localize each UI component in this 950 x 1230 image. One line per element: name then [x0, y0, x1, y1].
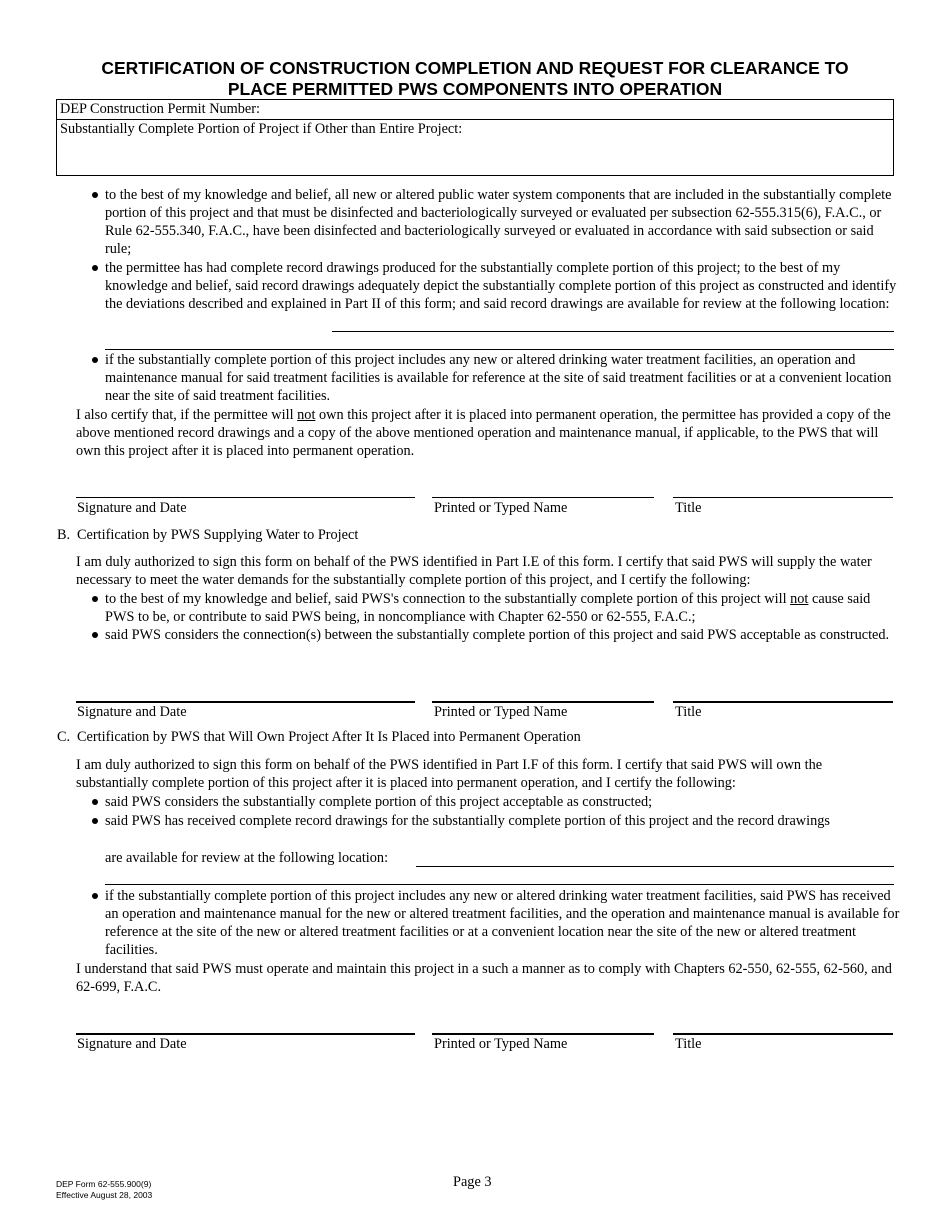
c-bullet-3: if the substantially complete portion of this project includes any new or altered drinking water treatment facilities, said PWS has received an operation and maintenance manual for the new or altered treatment facilities, and the operation and maintenance manual is available for reference at the site of the new or altered treatment facilities or at a convenient location near the site of the new or altered treatment facilities. — [105, 888, 900, 958]
a-title-line[interactable] — [673, 497, 893, 498]
a-title-label: Title — [675, 500, 702, 516]
b-title-label: Title — [675, 704, 702, 720]
b-bullet-1-not: not — [790, 591, 809, 607]
c-title-label: Title — [675, 1036, 702, 1052]
c-closing-paragraph: I understand that said PWS must operate and maintain this project in a such a manner as to comply with Chapters 62-550, 62-555, 62-560, and 62-699, F.A.C. — [76, 961, 892, 995]
bullet-dot — [92, 357, 98, 363]
a-certify-post: own this project after it is placed into permanent operation, the permittee has provided a copy of the above mentioned record drawings and a copy of the above mentioned operation and maintenance manual, if applicable, to the PWS that will own this project after it is placed into permanent operation. — [76, 407, 891, 459]
section-c-heading: Certification by PWS that Will Own Project After It Is Placed into Permanent Operation — [77, 729, 581, 745]
a-certify-not: not — [297, 407, 316, 423]
c-name-label: Printed or Typed Name — [434, 1036, 568, 1052]
permit-number-box[interactable] — [56, 99, 894, 120]
b-name-label: Printed or Typed Name — [434, 704, 568, 720]
a-bullet-1: to the best of my knowledge and belief, all new or altered public water system components that are included in the substantially complete portion of this project and that must be disinfected and bacteriologically surveyed or evaluated per subsection 62-555.315(6), F.A.C., or Rule 62-555.340, F.A.C., have been disinfected and bacteriologically surveyed or evaluated in accordance with said subsection or said rule; — [105, 187, 892, 257]
a-bullet-3: if the substantially complete portion of this project includes any new or altered drinking water treatment facilities, an operation and maintenance manual for said treatment facilities is available for reference at the site of said treatment facilities or at a convenient location near the site of said treatment facilities. — [105, 352, 892, 404]
footer-effective-date: Effective August 28, 2003 — [56, 1190, 153, 1200]
c-bullet-2: said PWS has received complete record drawings for the substantially complete portion of this project and the record drawings — [105, 813, 830, 829]
a-name-line[interactable] — [432, 497, 654, 498]
a-name-label: Printed or Typed Name — [434, 500, 568, 516]
bullet-dot — [92, 265, 98, 271]
a-signature-label: Signature and Date — [77, 500, 187, 516]
bullet-dot — [92, 596, 98, 602]
a-signature-line[interactable] — [76, 497, 415, 498]
c-location-line-1[interactable] — [416, 866, 894, 867]
c-signature-label: Signature and Date — [77, 1036, 187, 1052]
bullet-dot — [92, 799, 98, 805]
c-location-line-2[interactable] — [105, 884, 894, 885]
location-line-2[interactable] — [105, 349, 894, 350]
footer-form-number: DEP Form 62-555.900(9) — [56, 1179, 152, 1189]
bullet-dot — [92, 632, 98, 638]
form-title-line-1: CERTIFICATION OF CONSTRUCTION COMPLETION AND REQUEST FOR CLEARANCE TO — [101, 58, 849, 78]
footer-page-number: Page 3 — [453, 1174, 492, 1190]
a-bullet-2: the permittee has had complete record drawings produced for the substantially complete portion of this project; to the best of my knowledge and belief, said record drawings adequately depict the substantially complete portion of this project as constructed and identify the deviations described and explained in Part II of this form; and said record drawings are available for review at the following location: — [105, 260, 897, 312]
b-bullet-1-pre: to the best of my knowledge and belief, said PWS's connection to the substantially complete portion of this project will — [105, 591, 791, 607]
a-certify-paragraph — [76, 406, 896, 460]
section-b-intro: I am duly authorized to sign this form on behalf of the PWS identified in Part I.E of this form. I certify that said PWS will supply the water necessary to meet the water demands for the substantially complete portion of this project, and I certify the following: — [76, 554, 872, 588]
section-b-letter: B. — [57, 527, 71, 543]
section-b-heading: Certification by PWS Supplying Water to Project — [77, 527, 359, 543]
permit-number-label: DEP Construction Permit Number: — [60, 101, 261, 117]
portion-label: Substantially Complete Portion of Project if Other than Entire Project: — [60, 121, 463, 137]
a-certify-pre: I also certify that, if the permittee will — [76, 407, 298, 423]
location-line-1[interactable] — [332, 331, 894, 332]
b-bullet-2: said PWS considers the connection(s) between the substantially complete portion of this project and said PWS acceptable as constructed. — [105, 627, 890, 643]
portion-box[interactable] — [56, 119, 894, 176]
form-title-line-2: PLACE PERMITTED PWS COMPONENTS INTO OPERATION — [227, 79, 723, 99]
c-bullet-1: said PWS considers the substantially complete portion of this project acceptable as constructed; — [105, 794, 653, 810]
section-c-letter: C. — [57, 729, 71, 745]
bullet-dot — [92, 893, 98, 899]
b-bullet-1 — [105, 590, 900, 626]
bullet-dot — [92, 818, 98, 824]
bullet-dot — [92, 192, 98, 198]
b-signature-label: Signature and Date — [77, 704, 187, 720]
c-title-line[interactable] — [673, 1033, 893, 1035]
b-title-line[interactable] — [673, 701, 893, 703]
b-bullet-1-post: cause said PWS to be, or contribute to said PWS being, in noncompliance with Chapter 62-550 or 62-555, F.A.C.; — [105, 591, 871, 625]
c-location-label: are available for review at the following location: — [105, 850, 389, 866]
section-c-intro: I am duly authorized to sign this form on behalf of the PWS identified in Part I.F of this form. I certify that said PWS will own the substantially complete portion of this project after it is placed into permanent operation, and I certify the following: — [76, 757, 823, 791]
